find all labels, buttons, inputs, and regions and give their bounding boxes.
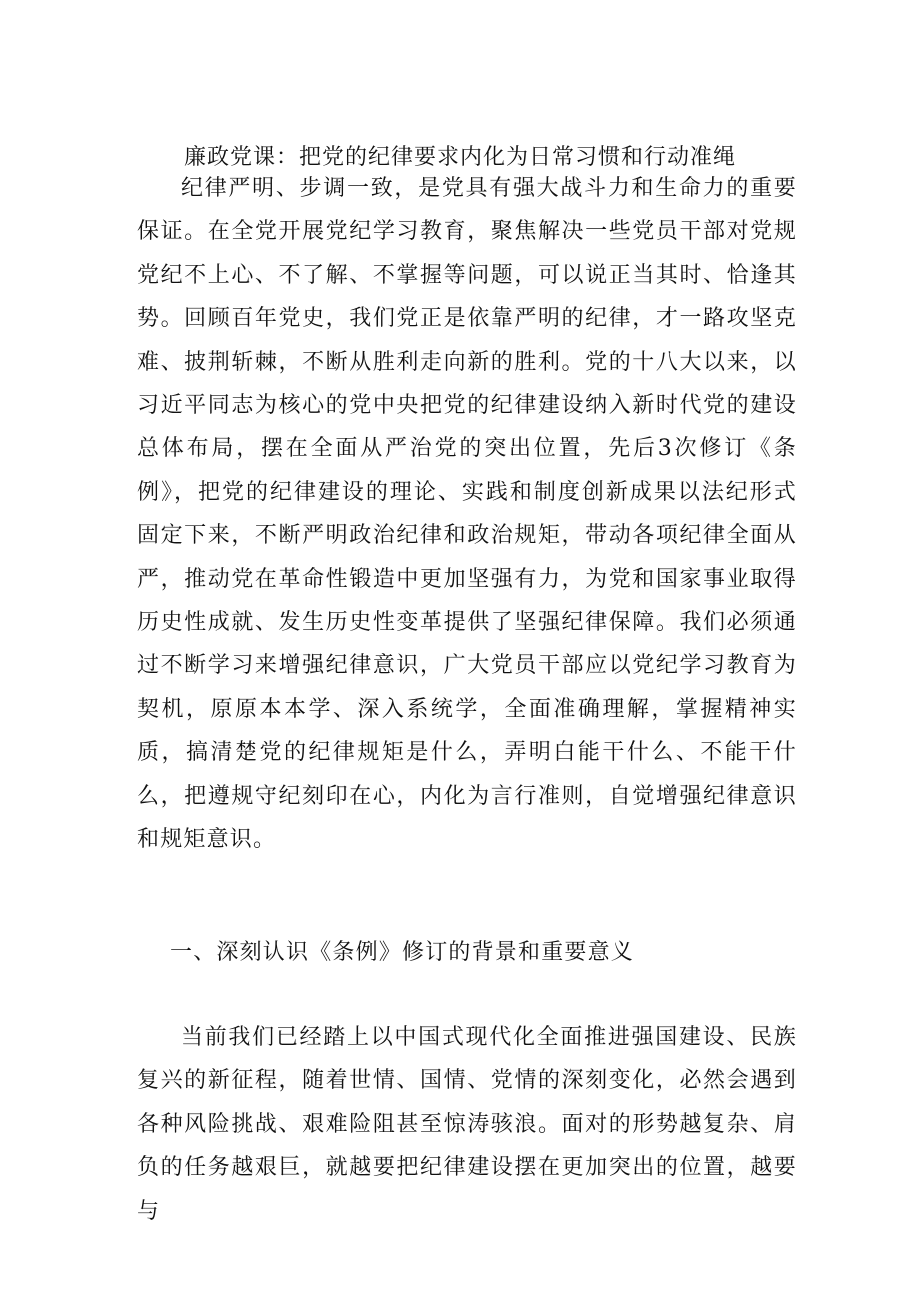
document-title: 廉政党课：把党的纪律要求内化为日常习惯和行动准绳 — [183, 145, 736, 170]
body-paragraph-1: 纪律严明、步调一致，是党具有强大战斗力和生命力的重要保证。在全党开展党纪学习教育，聚焦解决一些党员干部对党规党纪不上心、不了解、不掌握等问题，可以说正当其时、恰逢其势。回顾百年党史，我们党正是依靠严明的纪律，才一路攻坚克难、披荆斩棘，不断从胜利走向新的胜利。党的十八大以来，以习近平同志为核心的党中央把党的纪律建设纳入新时代党的建设总体布局，摆在全面从严治党的突出位置，先后3次修订《条例》，把党的纪律建设的理论、实践和制度创新成果以法纪形式固定下来，不断严明政治纪律和政治规矩，带动各项纪律全面从严，推动党在革命性锻造中更加坚强有力，为党和国家事业取得历史性成就、发生历史性变革提供了坚强纪律保障。我们必须通过不断学习来增强纪律意识，广大党员干部应以党纪学习教育为契机，原原本本学、深入系统学，全面准确理解，掌握精神实质，搞清楚党的纪律规矩是什么，弄明白能干什么、不能干什么，把遵规守纪刻印在心，内化为言行准则，自觉增强纪律意识和规矩意识。 — [137, 176, 797, 853]
body-paragraph-2: 当前我们已经踏上以中国式现代化全面推进强国建设、民族复兴的新征程，随着世情、国情、党情的深刻变化，必然会遇到各种风险挑战、艰难险阻甚至惊涛骇浪。面对的形势越复杂、肩负的任务越艰巨，就越要把纪律建设摆在更加突出的位置，越要与 — [137, 1025, 797, 1224]
section-heading: 一、深刻认识《条例》修订的背景和重要意义 — [170, 940, 635, 965]
